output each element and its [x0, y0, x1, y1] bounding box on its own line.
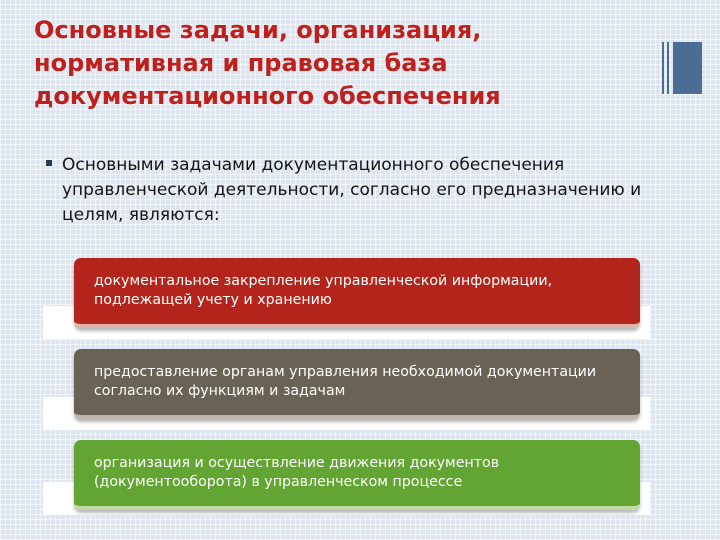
- bullet-icon: [46, 160, 52, 166]
- decorative-bars: [662, 42, 702, 94]
- task-item-2: [74, 349, 640, 419]
- task-item-text: предоставление органам управления необходимой документации согласно их функциям и задачам: [94, 364, 597, 399]
- task-item-1: [74, 258, 640, 328]
- task-item-text: организация и осуществление движения документов (документооборота) в управленческом процессе: [94, 455, 500, 490]
- intro-text: Основными задачами документационного обеспечения управленческой деятельности, согласно его предназначению и целям, являются:: [62, 155, 642, 225]
- slide-title: Основные задачи, организация, нормативная и правовая база документационного обеспечения: [34, 16, 501, 110]
- task-item-3: [74, 440, 640, 510]
- intro-bullet: [46, 153, 686, 228]
- task-item-text: документальное закрепление управленческой информации, подлежащей учету и хранению: [94, 273, 553, 308]
